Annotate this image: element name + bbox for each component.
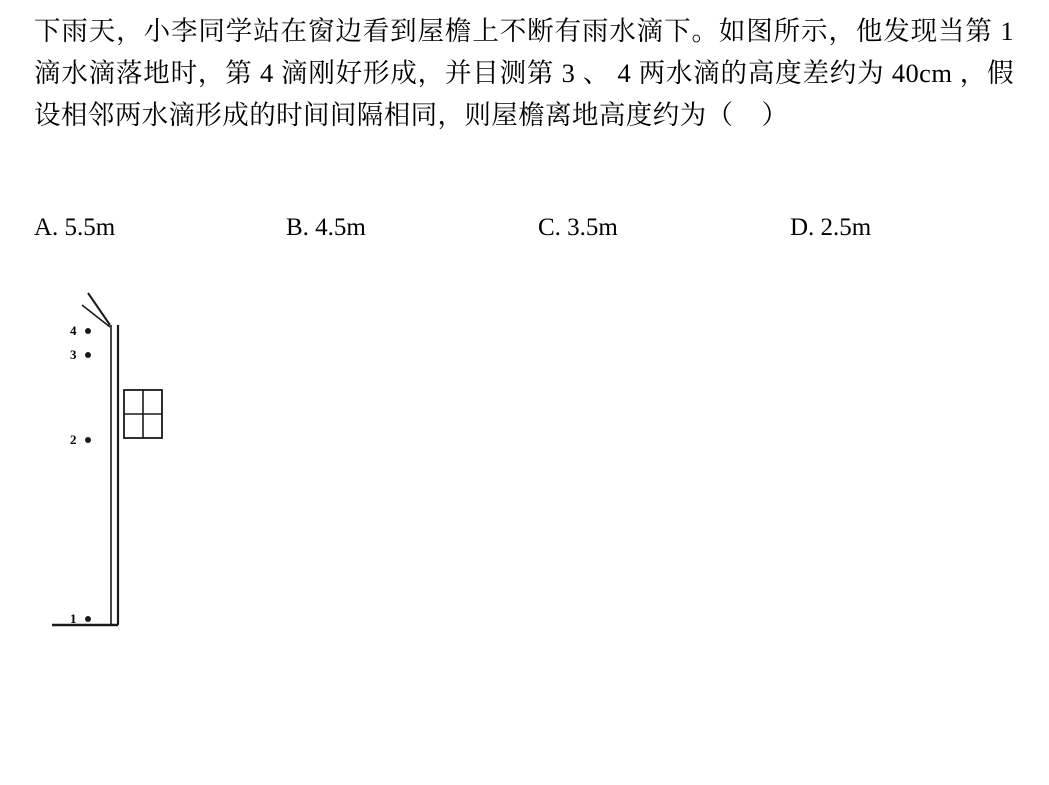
- drop-2: [85, 437, 91, 443]
- drop-label-1: 1: [70, 611, 77, 626]
- drop-label-3: 3: [70, 347, 77, 362]
- option-c[interactable]: C. 3.5m: [538, 214, 618, 241]
- option-a[interactable]: A. 5.5m: [34, 214, 116, 241]
- drop-1: [85, 616, 91, 622]
- figure-raindrop-eaves: [40, 275, 240, 645]
- drop-3: [85, 352, 91, 358]
- options-row: [34, 210, 1014, 250]
- question-stem: 下雨天，小李同学站在窗边看到屋檐上不断有雨水滴下。如图所示，他发现当第 1 滴水滴落地时，第 4 滴刚好形成，并目测第 3 、 4 两水滴的高度差约为 40cm ，假设相邻两水滴形成的时间间隔相同，则屋檐离地高度约为（ ）: [34, 16, 1022, 130]
- drop-label-2: 2: [70, 432, 77, 447]
- drop-label-4: 4: [70, 323, 77, 338]
- option-b[interactable]: B. 4.5m: [286, 214, 366, 241]
- drop-4: [85, 328, 91, 334]
- option-d[interactable]: D. 2.5m: [790, 214, 872, 241]
